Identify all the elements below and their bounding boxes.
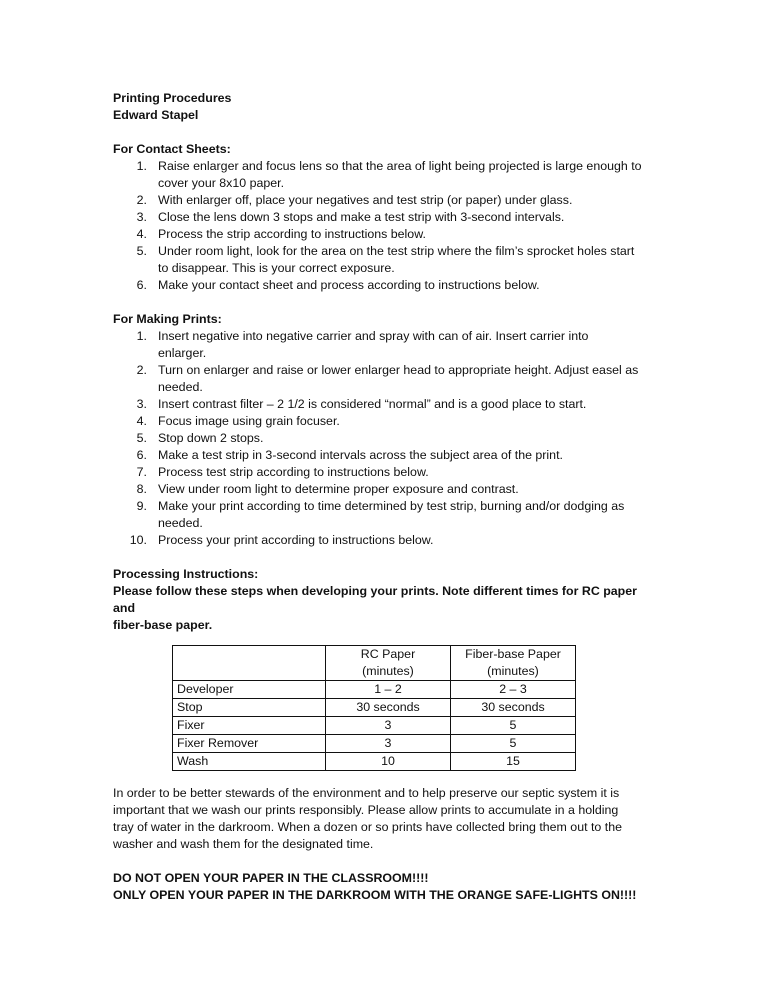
step-number: 2.	[136, 363, 147, 377]
step-text-line: needed.	[158, 516, 203, 530]
table-header-rc-line-1: RC Paper	[360, 647, 416, 661]
environment-note-line-2: important that we wash our prints responsibly. Please allow prints to accumulate in a holding	[113, 803, 619, 817]
table-cell-rc-time: 3	[326, 735, 451, 753]
step-text-line: With enlarger off, place your negatives and test strip (or paper) under glass.	[158, 193, 573, 207]
making-prints-step	[113, 447, 658, 464]
contact-sheets-heading: For Contact Sheets:	[113, 142, 231, 156]
step-number: 4.	[136, 227, 147, 241]
making-prints-step	[113, 396, 658, 413]
step-number: 1.	[136, 329, 147, 343]
making-prints-step	[113, 498, 658, 532]
step-text-line: Turn on enlarger and raise or lower enlarger head to appropriate height. Adjust easel as	[158, 363, 639, 377]
step-text-line: cover your 8x10 paper.	[158, 176, 285, 190]
table-cell-step: Fixer Remover	[173, 735, 326, 753]
environment-note-line-4: washer and wash them for the designated time.	[113, 837, 374, 851]
step-number: 3.	[136, 210, 147, 224]
step-text-line: Focus image using grain focuser.	[158, 414, 340, 428]
document-author: Edward Stapel	[113, 108, 199, 122]
step-number: 7.	[136, 465, 147, 479]
step-text-line: View under room light to determine proper exposure and contrast.	[158, 482, 519, 496]
step-number: 5.	[136, 431, 147, 445]
contact-sheet-step	[113, 277, 658, 294]
step-text-line: Process test strip according to instructions below.	[158, 465, 429, 479]
step-number: 5.	[136, 244, 147, 258]
environment-note-line-1: In order to be better stewards of the environment and to help preserve our septic system it is	[113, 786, 620, 800]
step-number: 6.	[136, 448, 147, 462]
table-cell-fiber-time: 5	[451, 717, 576, 735]
table-row	[173, 717, 576, 735]
table-cell-step: Fixer	[173, 717, 326, 735]
table-row	[173, 699, 576, 717]
step-number: 9.	[136, 499, 147, 513]
processing-heading: Processing Instructions:	[113, 567, 259, 581]
table-cell-rc-time: 30 seconds	[326, 699, 451, 717]
warning-darkroom: ONLY OPEN YOUR PAPER IN THE DARKROOM WITH THE ORANGE SAFE-LIGHTS ON!!!!	[113, 888, 637, 902]
contact-sheet-step	[113, 243, 658, 277]
step-text-line: Process your print according to instructions below.	[158, 533, 434, 547]
table-header-rc-line-2: (minutes)	[362, 664, 414, 678]
table-cell-fiber-time: 2 – 3	[451, 681, 576, 699]
table-header-fiber-line-2: (minutes)	[487, 664, 539, 678]
contact-sheet-step	[113, 158, 658, 192]
table-header-cell-fiber	[451, 646, 576, 681]
processing-intro-line-2: fiber-base paper.	[113, 618, 213, 632]
contact-sheet-step	[113, 226, 658, 243]
step-number: 1.	[136, 159, 147, 173]
table-cell-fiber-time: 30 seconds	[451, 699, 576, 717]
step-number: 3.	[136, 397, 147, 411]
making-prints-step	[113, 464, 658, 481]
making-prints-steps	[113, 328, 658, 549]
step-text-line: Close the lens down 3 stops and make a test strip with 3-second intervals.	[158, 210, 565, 224]
processing-intro-line-1: Please follow these steps when developing your prints. Note different times for RC paper and	[113, 584, 637, 615]
step-number: 8.	[136, 482, 147, 496]
table-row	[173, 753, 576, 771]
making-prints-step	[113, 430, 658, 447]
processing-times-table	[172, 645, 576, 771]
table-row	[173, 735, 576, 753]
document-title: Printing Procedures	[113, 91, 232, 105]
step-text-line: Make a test strip in 3-second intervals across the subject area of the print.	[158, 448, 563, 462]
making-prints-step	[113, 481, 658, 498]
table-header-cell-rc	[326, 646, 451, 681]
step-text-line: Make your contact sheet and process according to instructions below.	[158, 278, 540, 292]
step-text-line: Under room light, look for the area on the test strip where the film’s sprocket holes start	[158, 244, 635, 258]
step-text-line: Make your print according to time determined by test strip, burning and/or dodging as	[158, 499, 625, 513]
table-cell-fiber-time: 15	[451, 753, 576, 771]
table-cell-fiber-time: 5	[451, 735, 576, 753]
table-cell-rc-time: 10	[326, 753, 451, 771]
table-cell-rc-time: 3	[326, 717, 451, 735]
table-body	[173, 681, 576, 771]
table-cell-step: Stop	[173, 699, 326, 717]
step-text-line: to disappear. This is your correct exposure.	[158, 261, 395, 275]
making-prints-step	[113, 413, 658, 430]
contact-sheet-step	[113, 209, 658, 226]
contact-sheets-steps	[113, 158, 658, 294]
table-header-fiber-line-1: Fiber-base Paper	[465, 647, 561, 661]
making-prints-step	[113, 532, 658, 549]
table-cell-step: Wash	[173, 753, 326, 771]
making-prints-step	[113, 362, 658, 396]
step-text-line: enlarger.	[158, 346, 207, 360]
step-text-line: Stop down 2 stops.	[158, 431, 264, 445]
step-number: 6.	[136, 278, 147, 292]
step-number: 2.	[136, 193, 147, 207]
table-cell-step: Developer	[173, 681, 326, 699]
making-prints-step	[113, 328, 658, 362]
environment-note-line-3: tray of water in the darkroom. When a dozen or so prints have collected bring them out to the	[113, 820, 622, 834]
table-header-row	[173, 646, 576, 681]
step-number: 4.	[136, 414, 147, 428]
table-header-cell-step	[173, 646, 326, 681]
document-body	[113, 90, 658, 904]
step-text-line: Process the strip according to instructions below.	[158, 227, 426, 241]
table-cell-rc-time: 1 – 2	[326, 681, 451, 699]
table-row	[173, 681, 576, 699]
step-text-line: Raise enlarger and focus lens so that the area of light being projected is large enough to	[158, 159, 642, 173]
making-prints-heading: For Making Prints:	[113, 312, 222, 326]
warning-classroom: DO NOT OPEN YOUR PAPER IN THE CLASSROOM!!!!	[113, 871, 429, 885]
step-text-line: Insert negative into negative carrier and spray with can of air. Insert carrier into	[158, 329, 589, 343]
contact-sheet-step	[113, 192, 658, 209]
step-text-line: Insert contrast filter – 2 1/2 is considered “normal” and is a good place to start.	[158, 397, 587, 411]
step-text-line: needed.	[158, 380, 203, 394]
step-number: 10.	[129, 533, 147, 547]
